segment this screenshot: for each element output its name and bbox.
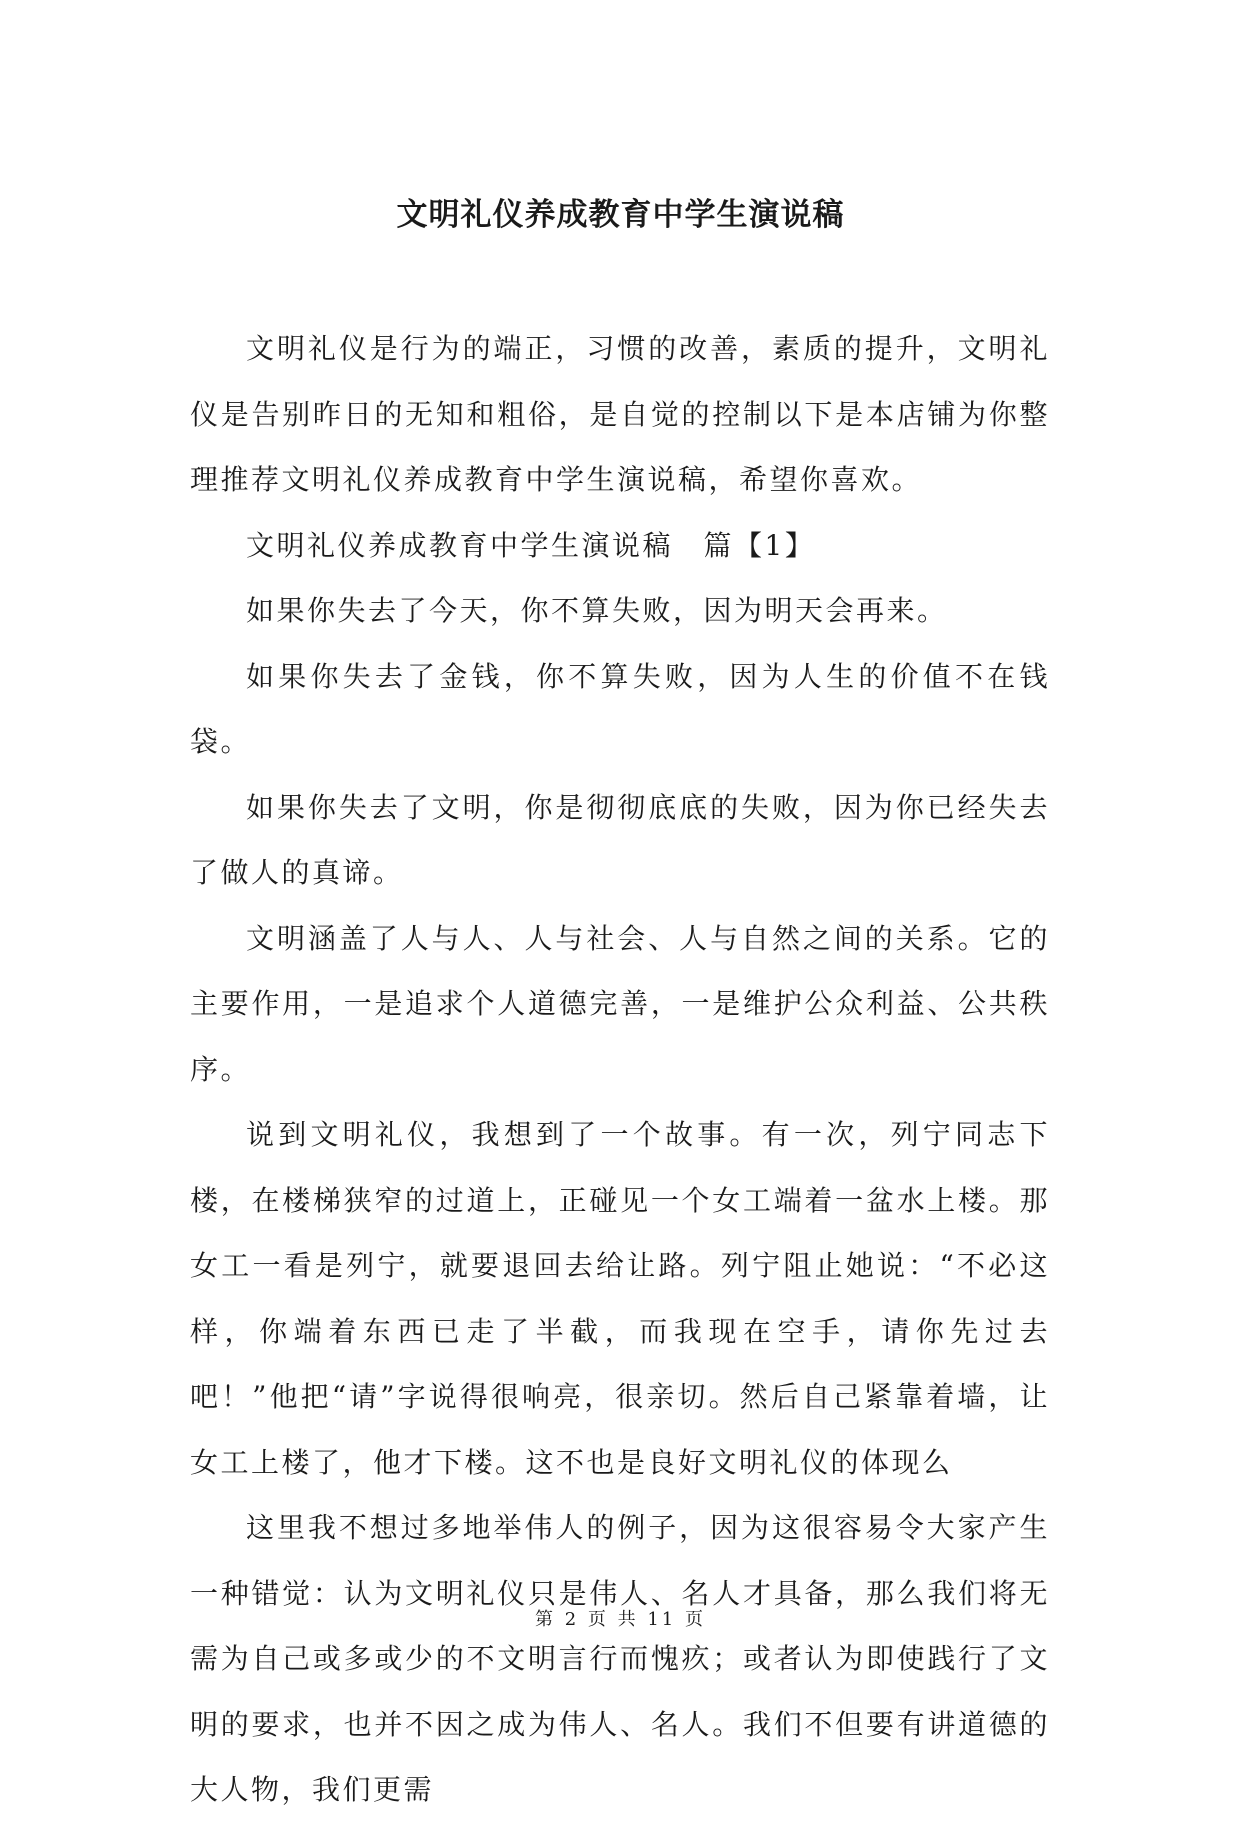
section-heading: 文明礼仪养成教育中学生演说稿 篇【1】 <box>246 528 816 562</box>
paragraph: 说到文明礼仪，我想到了一个故事。有一次，列宁同志下楼，在楼梯狭窄的过道上，正碰见一个女工端着一盆水上楼。那女工一看是列宁，就要退回去给让路。列宁阻止她说：“不必这样，你端着东西已走了半截，而我现在空手，请你先过去吧！”他把“请”字说得很响亮，很亲切。然后自己紧靠着墙，让女工上楼了，他才下楼。这不也是良好文明礼仪的体现么 <box>190 1118 1050 1479</box>
paragraph: 如果你失去了今天，你不算失败，因为明天会再来。 <box>246 594 948 627</box>
paragraph: 这里我不想过多地举伟人的例子，因为这很容易令大家产生一种错觉：认为文明礼仪只是伟人、名人才具备，那么我们将无需为自己或多或少的不文明言行而愧疚；或者认为即使践行了文明的要求，也并不因之成为伟人、名人。我们不但要有讲道德的大人物，我们更需 <box>190 1511 1050 1806</box>
paragraph: 文明礼仪是行为的端正，习惯的改善，素质的提升，文明礼仪是告别昨日的无知和粗俗，是自觉的控制以下是本店铺为你整理推荐文明礼仪养成教育中学生演说稿，希望你喜欢。 <box>190 332 1050 496</box>
paragraph: 如果你失去了金钱，你不算失败，因为人生的价值不在钱袋。 <box>190 659 1050 758</box>
paragraph: 如果你失去了文明，你是彻彻底底的失败，因为你已经失去了做人的真谛。 <box>190 790 1050 889</box>
document-title: 文明礼仪养成教育中学生演说稿 <box>396 197 845 233</box>
page-number-footer: 第 2 页 共 11 页 <box>535 1609 706 1630</box>
paragraph: 文明涵盖了人与人、人与社会、人与自然之间的关系。它的主要作用，一是追求个人道德完善，一是维护公众利益、公共秩序。 <box>190 921 1050 1086</box>
document-body <box>190 316 1050 1823</box>
